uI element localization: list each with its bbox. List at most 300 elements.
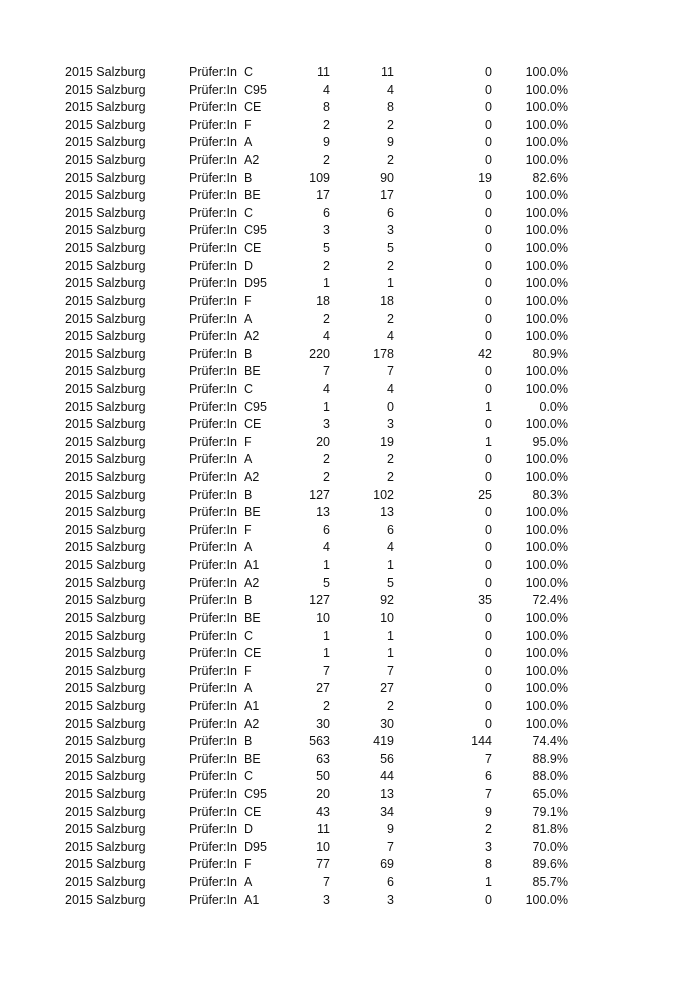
cell-failed: 9	[485, 804, 492, 819]
cell-year-location: 2015 Salzburg	[65, 153, 146, 168]
cell-license-class: A	[244, 540, 253, 555]
table-row	[0, 557, 700, 575]
cell-pass-rate: 100.0%	[525, 276, 568, 291]
cell-year-location: 2015 Salzburg	[65, 276, 146, 291]
cell-failed: 0	[485, 540, 492, 555]
table-row	[0, 487, 700, 505]
cell-failed: 8	[485, 857, 492, 872]
cell-passed: 4	[387, 540, 394, 555]
cell-license-class: C95	[244, 223, 267, 238]
cell-passed: 56	[380, 751, 394, 766]
table-row	[0, 733, 700, 751]
cell-role: Prüfer:In	[189, 698, 237, 713]
cell-passed: 5	[387, 575, 394, 590]
cell-year-location: 2015 Salzburg	[65, 452, 146, 467]
cell-pass-rate: 100.0%	[525, 558, 568, 573]
cell-failed: 0	[485, 82, 492, 97]
cell-role: Prüfer:In	[189, 223, 237, 238]
cell-pass-rate: 79.1%	[532, 804, 568, 819]
table-row	[0, 222, 700, 240]
cell-passed: 1	[387, 628, 394, 643]
cell-total: 18	[316, 293, 330, 308]
cell-year-location: 2015 Salzburg	[65, 487, 146, 502]
cell-role: Prüfer:In	[189, 470, 237, 485]
cell-pass-rate: 88.0%	[532, 769, 568, 784]
cell-total: 563	[309, 734, 330, 749]
cell-role: Prüfer:In	[189, 681, 237, 696]
cell-license-class: BE	[244, 188, 261, 203]
cell-pass-rate: 100.0%	[525, 470, 568, 485]
cell-total: 4	[323, 540, 330, 555]
cell-year-location: 2015 Salzburg	[65, 786, 146, 801]
cell-year-location: 2015 Salzburg	[65, 258, 146, 273]
cell-passed: 2	[387, 452, 394, 467]
table-row	[0, 592, 700, 610]
cell-year-location: 2015 Salzburg	[65, 628, 146, 643]
table-row	[0, 434, 700, 452]
cell-role: Prüfer:In	[189, 716, 237, 731]
table-row	[0, 416, 700, 434]
cell-failed: 0	[485, 241, 492, 256]
cell-total: 127	[309, 593, 330, 608]
table-row	[0, 804, 700, 822]
table-row	[0, 839, 700, 857]
cell-role: Prüfer:In	[189, 663, 237, 678]
cell-pass-rate: 100.0%	[525, 716, 568, 731]
cell-passed: 2	[387, 470, 394, 485]
cell-year-location: 2015 Salzburg	[65, 329, 146, 344]
cell-failed: 0	[485, 258, 492, 273]
cell-license-class: C	[244, 381, 254, 396]
cell-failed: 0	[485, 329, 492, 344]
cell-passed: 4	[387, 381, 394, 396]
cell-failed: 0	[485, 716, 492, 731]
cell-role: Prüfer:In	[189, 522, 237, 537]
table-row	[0, 240, 700, 258]
cell-failed: 0	[485, 205, 492, 220]
cell-year-location: 2015 Salzburg	[65, 681, 146, 696]
cell-year-location: 2015 Salzburg	[65, 875, 146, 890]
cell-pass-rate: 70.0%	[532, 839, 568, 854]
cell-year-location: 2015 Salzburg	[65, 346, 146, 361]
cell-year-location: 2015 Salzburg	[65, 470, 146, 485]
cell-total: 10	[316, 610, 330, 625]
cell-role: Prüfer:In	[189, 593, 237, 608]
cell-role: Prüfer:In	[189, 153, 237, 168]
cell-role: Prüfer:In	[189, 82, 237, 97]
cell-passed: 13	[380, 505, 394, 520]
cell-pass-rate: 100.0%	[525, 188, 568, 203]
cell-total: 7	[323, 663, 330, 678]
cell-passed: 6	[387, 875, 394, 890]
table-row	[0, 152, 700, 170]
cell-pass-rate: 100.0%	[525, 646, 568, 661]
cell-failed: 0	[485, 663, 492, 678]
cell-role: Prüfer:In	[189, 804, 237, 819]
cell-failed: 0	[485, 505, 492, 520]
table-row	[0, 698, 700, 716]
table-row	[0, 469, 700, 487]
cell-year-location: 2015 Salzburg	[65, 505, 146, 520]
cell-role: Prüfer:In	[189, 769, 237, 784]
cell-license-class: C95	[244, 399, 267, 414]
cell-license-class: F	[244, 857, 252, 872]
cell-year-location: 2015 Salzburg	[65, 364, 146, 379]
cell-failed: 0	[485, 276, 492, 291]
table-row	[0, 628, 700, 646]
cell-license-class: F	[244, 434, 252, 449]
cell-pass-rate: 100.0%	[525, 681, 568, 696]
cell-total: 3	[323, 892, 330, 907]
cell-failed: 2	[485, 822, 492, 837]
cell-pass-rate: 100.0%	[525, 293, 568, 308]
cell-license-class: F	[244, 522, 252, 537]
table-row	[0, 645, 700, 663]
cell-role: Prüfer:In	[189, 822, 237, 837]
cell-pass-rate: 0.0%	[539, 399, 568, 414]
cell-pass-rate: 100.0%	[525, 698, 568, 713]
cell-total: 8	[323, 100, 330, 115]
cell-failed: 7	[485, 751, 492, 766]
cell-pass-rate: 100.0%	[525, 241, 568, 256]
cell-role: Prüfer:In	[189, 329, 237, 344]
cell-total: 3	[323, 223, 330, 238]
cell-year-location: 2015 Salzburg	[65, 698, 146, 713]
cell-license-class: C95	[244, 786, 267, 801]
cell-pass-rate: 88.9%	[532, 751, 568, 766]
cell-pass-rate: 100.0%	[525, 381, 568, 396]
cell-total: 4	[323, 82, 330, 97]
cell-license-class: CE	[244, 804, 262, 819]
cell-total: 4	[323, 329, 330, 344]
cell-role: Prüfer:In	[189, 258, 237, 273]
cell-role: Prüfer:In	[189, 786, 237, 801]
cell-failed: 0	[485, 293, 492, 308]
cell-total: 220	[309, 346, 330, 361]
cell-failed: 0	[485, 628, 492, 643]
cell-total: 2	[323, 470, 330, 485]
cell-role: Prüfer:In	[189, 170, 237, 185]
cell-pass-rate: 100.0%	[525, 258, 568, 273]
cell-failed: 0	[485, 452, 492, 467]
cell-passed: 3	[387, 417, 394, 432]
cell-role: Prüfer:In	[189, 487, 237, 502]
cell-role: Prüfer:In	[189, 452, 237, 467]
cell-failed: 7	[485, 786, 492, 801]
cell-passed: 1	[387, 646, 394, 661]
table-row	[0, 768, 700, 786]
cell-pass-rate: 100.0%	[525, 610, 568, 625]
cell-role: Prüfer:In	[189, 100, 237, 115]
cell-pass-rate: 100.0%	[525, 223, 568, 238]
cell-passed: 9	[387, 822, 394, 837]
table-row	[0, 539, 700, 557]
cell-failed: 0	[485, 223, 492, 238]
cell-year-location: 2015 Salzburg	[65, 434, 146, 449]
cell-year-location: 2015 Salzburg	[65, 399, 146, 414]
cell-total: 1	[323, 276, 330, 291]
cell-passed: 7	[387, 663, 394, 678]
cell-total: 1	[323, 646, 330, 661]
cell-total: 17	[316, 188, 330, 203]
cell-pass-rate: 80.9%	[532, 346, 568, 361]
cell-role: Prüfer:In	[189, 346, 237, 361]
cell-passed: 92	[380, 593, 394, 608]
cell-failed: 19	[478, 170, 492, 185]
spreadsheet-table	[0, 64, 700, 909]
table-row	[0, 64, 700, 82]
cell-passed: 8	[387, 100, 394, 115]
cell-total: 6	[323, 205, 330, 220]
cell-passed: 4	[387, 329, 394, 344]
table-row	[0, 399, 700, 417]
cell-year-location: 2015 Salzburg	[65, 575, 146, 590]
cell-role: Prüfer:In	[189, 293, 237, 308]
cell-pass-rate: 85.7%	[532, 875, 568, 890]
cell-pass-rate: 72.4%	[532, 593, 568, 608]
cell-total: 11	[317, 65, 330, 79]
table-row	[0, 311, 700, 329]
cell-passed: 6	[387, 522, 394, 537]
cell-role: Prüfer:In	[189, 188, 237, 203]
cell-passed: 3	[387, 223, 394, 238]
cell-pass-rate: 100.0%	[525, 540, 568, 555]
cell-license-class: CE	[244, 417, 262, 432]
cell-year-location: 2015 Salzburg	[65, 804, 146, 819]
cell-pass-rate: 100.0%	[525, 135, 568, 150]
cell-passed: 7	[387, 364, 394, 379]
cell-license-class: D	[244, 258, 254, 273]
cell-total: 20	[316, 434, 330, 449]
cell-total: 63	[316, 751, 330, 766]
cell-pass-rate: 82.6%	[532, 170, 568, 185]
cell-passed: 90	[380, 170, 394, 185]
cell-year-location: 2015 Salzburg	[65, 769, 146, 784]
table-row	[0, 716, 700, 734]
cell-license-class: F	[244, 663, 252, 678]
cell-license-class: A2	[244, 329, 260, 344]
cell-year-location: 2015 Salzburg	[65, 293, 146, 308]
cell-failed: 0	[485, 522, 492, 537]
cell-year-location: 2015 Salzburg	[65, 540, 146, 555]
cell-pass-rate: 74.4%	[532, 734, 568, 749]
cell-total: 1	[323, 558, 330, 573]
cell-total: 3	[323, 417, 330, 432]
cell-year-location: 2015 Salzburg	[65, 223, 146, 238]
cell-passed: 11	[381, 65, 394, 79]
table-row	[0, 328, 700, 346]
cell-year-location: 2015 Salzburg	[65, 205, 146, 220]
table-row	[0, 275, 700, 293]
cell-role: Prüfer:In	[189, 399, 237, 414]
cell-total: 11	[317, 822, 330, 837]
cell-role: Prüfer:In	[189, 241, 237, 256]
cell-pass-rate: 100.0%	[525, 522, 568, 537]
cell-year-location: 2015 Salzburg	[65, 646, 146, 661]
cell-role: Prüfer:In	[189, 364, 237, 379]
table-row	[0, 381, 700, 399]
cell-passed: 13	[380, 786, 394, 801]
cell-role: Prüfer:In	[189, 205, 237, 220]
cell-year-location: 2015 Salzburg	[65, 170, 146, 185]
table-row	[0, 258, 700, 276]
table-row	[0, 610, 700, 628]
cell-license-class: BE	[244, 610, 261, 625]
cell-total: 1	[323, 399, 330, 414]
table-row	[0, 346, 700, 364]
cell-license-class: B	[244, 346, 253, 361]
cell-year-location: 2015 Salzburg	[65, 82, 146, 97]
cell-pass-rate: 100.0%	[525, 505, 568, 520]
cell-passed: 6	[387, 205, 394, 220]
cell-failed: 0	[485, 364, 492, 379]
cell-total: 50	[316, 769, 330, 784]
cell-failed: 3	[485, 839, 492, 854]
cell-license-class: A	[244, 311, 253, 326]
cell-passed: 10	[380, 610, 394, 625]
table-row	[0, 134, 700, 152]
table-row	[0, 575, 700, 593]
cell-failed: 0	[485, 381, 492, 396]
cell-role: Prüfer:In	[189, 575, 237, 590]
table-row	[0, 892, 700, 910]
cell-role: Prüfer:In	[189, 839, 237, 854]
table-row	[0, 170, 700, 188]
cell-passed: 2	[387, 117, 394, 132]
cell-pass-rate: 65.0%	[532, 786, 568, 801]
cell-total: 5	[323, 241, 330, 256]
table-row	[0, 663, 700, 681]
cell-license-class: C95	[244, 82, 267, 97]
cell-role: Prüfer:In	[189, 417, 237, 432]
table-row	[0, 205, 700, 223]
cell-pass-rate: 100.0%	[525, 628, 568, 643]
cell-pass-rate: 100.0%	[525, 205, 568, 220]
cell-role: Prüfer:In	[189, 751, 237, 766]
cell-failed: 0	[485, 311, 492, 326]
cell-year-location: 2015 Salzburg	[65, 593, 146, 608]
cell-passed: 69	[380, 857, 394, 872]
cell-pass-rate: 100.0%	[525, 153, 568, 168]
cell-year-location: 2015 Salzburg	[65, 839, 146, 854]
cell-pass-rate: 100.0%	[525, 663, 568, 678]
cell-passed: 34	[380, 804, 394, 819]
cell-total: 2	[323, 117, 330, 132]
table-row	[0, 99, 700, 117]
cell-passed: 102	[373, 487, 394, 502]
cell-license-class: C	[244, 65, 254, 79]
cell-passed: 1	[387, 558, 394, 573]
cell-total: 2	[323, 311, 330, 326]
cell-pass-rate: 100.0%	[525, 82, 568, 97]
cell-total: 2	[323, 698, 330, 713]
cell-failed: 0	[485, 892, 492, 907]
cell-license-class: CE	[244, 241, 262, 256]
cell-total: 2	[323, 153, 330, 168]
cell-year-location: 2015 Salzburg	[65, 857, 146, 872]
cell-pass-rate: 80.3%	[532, 487, 568, 502]
cell-pass-rate: 100.0%	[525, 311, 568, 326]
cell-year-location: 2015 Salzburg	[65, 610, 146, 625]
cell-passed: 44	[380, 769, 394, 784]
cell-failed: 35	[478, 593, 492, 608]
cell-failed: 0	[485, 470, 492, 485]
cell-total: 127	[309, 487, 330, 502]
cell-license-class: F	[244, 293, 252, 308]
cell-license-class: A	[244, 452, 253, 467]
cell-pass-rate: 100.0%	[525, 575, 568, 590]
cell-passed: 9	[387, 135, 394, 150]
cell-failed: 0	[485, 100, 492, 115]
cell-passed: 27	[380, 681, 394, 696]
cell-license-class: D95	[244, 839, 267, 854]
cell-failed: 0	[485, 681, 492, 696]
cell-year-location: 2015 Salzburg	[65, 822, 146, 837]
cell-license-class: CE	[244, 646, 262, 661]
cell-role: Prüfer:In	[189, 540, 237, 555]
table-row	[0, 82, 700, 100]
cell-role: Prüfer:In	[189, 434, 237, 449]
cell-total: 2	[323, 452, 330, 467]
cell-failed: 6	[485, 769, 492, 784]
cell-role: Prüfer:In	[189, 646, 237, 661]
cell-role: Prüfer:In	[189, 892, 237, 907]
cell-year-location: 2015 Salzburg	[65, 381, 146, 396]
cell-pass-rate: 100.0%	[525, 65, 568, 79]
cell-license-class: A2	[244, 575, 260, 590]
cell-failed: 25	[478, 487, 492, 502]
cell-failed: 0	[485, 698, 492, 713]
table-row	[0, 504, 700, 522]
cell-failed: 1	[485, 875, 492, 890]
cell-passed: 2	[387, 153, 394, 168]
cell-passed: 17	[380, 188, 394, 203]
cell-failed: 0	[485, 65, 492, 79]
cell-passed: 3	[387, 892, 394, 907]
cell-failed: 0	[485, 417, 492, 432]
cell-year-location: 2015 Salzburg	[65, 892, 146, 907]
cell-pass-rate: 100.0%	[525, 329, 568, 344]
cell-passed: 18	[380, 293, 394, 308]
cell-pass-rate: 89.6%	[532, 857, 568, 872]
cell-license-class: D95	[244, 276, 267, 291]
cell-pass-rate: 100.0%	[525, 117, 568, 132]
cell-license-class: B	[244, 593, 253, 608]
table-row	[0, 522, 700, 540]
table-row	[0, 786, 700, 804]
cell-license-class: F	[244, 117, 252, 132]
cell-year-location: 2015 Salzburg	[65, 558, 146, 573]
cell-total: 6	[323, 522, 330, 537]
cell-passed: 5	[387, 241, 394, 256]
cell-license-class: A	[244, 681, 253, 696]
cell-role: Prüfer:In	[189, 505, 237, 520]
table-row	[0, 293, 700, 311]
cell-passed: 2	[387, 311, 394, 326]
cell-year-location: 2015 Salzburg	[65, 188, 146, 203]
cell-passed: 419	[373, 734, 394, 749]
cell-year-location: 2015 Salzburg	[65, 734, 146, 749]
cell-failed: 0	[485, 135, 492, 150]
cell-year-location: 2015 Salzburg	[65, 65, 146, 79]
cell-passed: 30	[380, 716, 394, 731]
cell-pass-rate: 100.0%	[525, 364, 568, 379]
cell-total: 1	[323, 628, 330, 643]
cell-role: Prüfer:In	[189, 381, 237, 396]
table-row	[0, 117, 700, 135]
cell-role: Prüfer:In	[189, 558, 237, 573]
cell-license-class: B	[244, 170, 253, 185]
